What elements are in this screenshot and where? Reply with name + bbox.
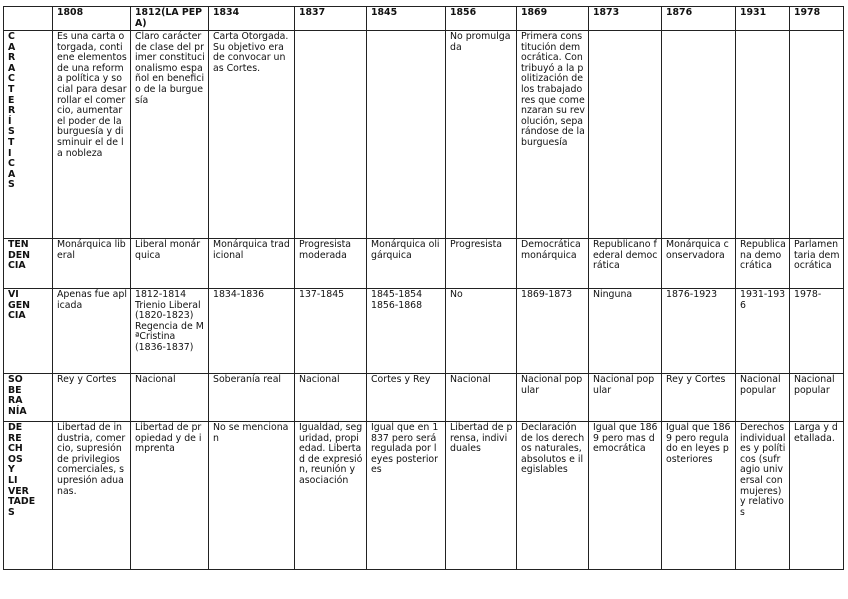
table-cell (295, 31, 367, 239)
table-cell: Nacional popular (517, 374, 589, 422)
table-cell: Parlamentaria democrática (790, 239, 844, 289)
header-year: 1812(LA PEPA) (131, 7, 209, 31)
header-year: 1931 (736, 7, 790, 31)
table-cell: Nacional popular (589, 374, 662, 422)
table-row-vigencia (4, 289, 844, 374)
table-cell: Nacional popular (790, 374, 844, 422)
table-cell: Liberal monárquica (131, 239, 209, 289)
table-cell: Progresista (446, 239, 517, 289)
table-cell: Monárquica liberal (53, 239, 131, 289)
table-row-caracteristicas (4, 31, 844, 239)
table-cell: Rey y Cortes (53, 374, 131, 422)
table-cell: 1876-1923 (662, 289, 736, 374)
table-cell (589, 31, 662, 239)
table-cell: Declaración de los derechos naturales, absolutos e ilegislables (517, 422, 589, 570)
row-label: C A R A C T E R Í S T I C A S (4, 31, 53, 239)
table-cell: No promulgada (446, 31, 517, 239)
table-cell: Larga y detallada. (790, 422, 844, 570)
table-cell: Progresista moderada (295, 239, 367, 289)
table-cell: 1845-1854 1856-1868 (367, 289, 446, 374)
header-year: 1837 (295, 7, 367, 31)
table-cell: 1931-1936 (736, 289, 790, 374)
header-year: 1808 (53, 7, 131, 31)
table-cell: Igual que 1869 pero regulado en leyes posteriores (662, 422, 736, 570)
table-cell: No se mencionan (209, 422, 295, 570)
table-cell: Claro carácter de clase del primer constitucionalismo español en beneficio de la burguesía (131, 31, 209, 239)
header-year: 1876 (662, 7, 736, 31)
table-cell: Apenas fue aplicada (53, 289, 131, 374)
table-cell: 1869-1873 (517, 289, 589, 374)
table-cell: No (446, 289, 517, 374)
table-cell: Libertad de industria, comercio, supresión de privilegios comerciales, supresión aduanas. (53, 422, 131, 570)
header-year: 1845 (367, 7, 446, 31)
table-cell: Republicana democrática (736, 239, 790, 289)
table-cell: Monárquica oligárquica (367, 239, 446, 289)
constitutions-table (3, 6, 844, 570)
table-cell: 137-1845 (295, 289, 367, 374)
table-cell: Rey y Cortes (662, 374, 736, 422)
table-cell: Monárquica conservadora (662, 239, 736, 289)
table-cell (736, 31, 790, 239)
row-label: VI GEN CIA (4, 289, 53, 374)
row-label: DE RE CH OS Y LI VER TADE S (4, 422, 53, 570)
header-year: 1869 (517, 7, 589, 31)
table-cell: Libertad de prensa, individuales (446, 422, 517, 570)
table-cell: 1978- (790, 289, 844, 374)
table-cell: Nacional (131, 374, 209, 422)
table-cell (662, 31, 736, 239)
table-row-derechos-y-libertades (4, 422, 844, 570)
row-label: SO BE RA NÍA (4, 374, 53, 422)
header-row (4, 7, 844, 31)
header-year: 1834 (209, 7, 295, 31)
table-cell: Derechos individuales y políticos (sufragio universal con mujeres) y relativos (736, 422, 790, 570)
table-cell: Es una carta otorgada, contiene elementos de una reforma política y social para desarrollar el comercio, aumentar el poder de la burguesía y disminuir el de la nobleza (53, 31, 131, 239)
header-year: 1856 (446, 7, 517, 31)
table-cell: Nacional (295, 374, 367, 422)
table-cell (367, 31, 446, 239)
table-cell: Monárquica tradicional (209, 239, 295, 289)
table-cell: Carta Otorgada. Su objetivo era de convocar unas Cortes. (209, 31, 295, 239)
table-cell: Primera constitución democrática. Contribuyó a la politización de los trabajadores que comenzaran su revolución, separándose de la burguesía (517, 31, 589, 239)
table-cell (790, 31, 844, 239)
header-year: 1873 (589, 7, 662, 31)
header-corner (4, 7, 53, 31)
table-cell: Cortes y Rey (367, 374, 446, 422)
table-row-tendencia (4, 239, 844, 289)
table-cell: Soberanía real (209, 374, 295, 422)
table-cell: Democrática monárquica (517, 239, 589, 289)
table-cell: 1834-1836 (209, 289, 295, 374)
table-cell: Republicano federal democrática (589, 239, 662, 289)
table-cell: Ninguna (589, 289, 662, 374)
table-cell: Libertad de propiedad y de imprenta (131, 422, 209, 570)
table-row-soberania (4, 374, 844, 422)
row-label: TEN DEN CIA (4, 239, 53, 289)
table-cell: Nacional popular (736, 374, 790, 422)
table-cell: Igualdad, seguridad, propiedad. Libertad de expresión, reunión y asociación (295, 422, 367, 570)
table-cell: Igual que 1869 pero mas democrática (589, 422, 662, 570)
table-cell: Igual que en 1837 pero será regulada por leyes posteriores (367, 422, 446, 570)
table-cell: 1812-1814 Trienio Liberal (1820-1823) Regencia de MªCristina (1836-1837) (131, 289, 209, 374)
table-cell: Nacional (446, 374, 517, 422)
header-year: 1978 (790, 7, 844, 31)
